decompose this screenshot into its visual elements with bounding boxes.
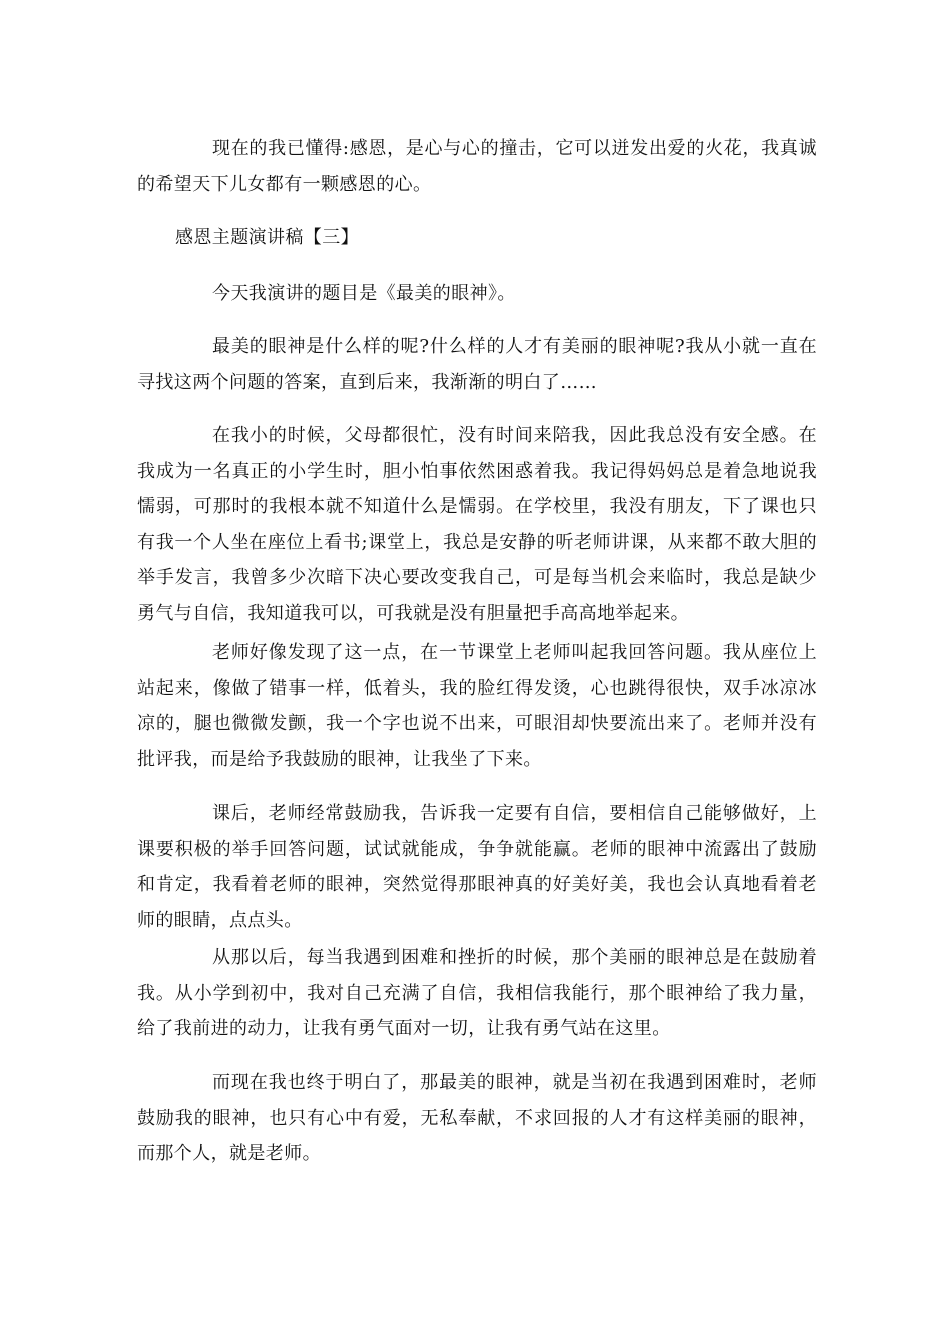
paragraph-after-class: 课后，老师经常鼓励我，告诉我一定要有自信，要相信自己能够做好，上课要积极的举手回答问题，试试就能成，争争就能赢。老师的眼神中流露出了鼓励和肯定，我看着老师的眼神，突然觉得那眼神真的好美好美，我也会认真地看着老师的眼睛，点点头。	[137, 803, 817, 931]
paragraph-childhood: 在我小的时候，父母都很忙，没有时间来陪我，因此我总没有安全感。在我成为一名真正的小学生时，胆小怕事依然困惑着我。我记得妈妈总是着急地说我懦弱，可那时的我根本就不知道什么是懦弱。在学校里，我没有朋友，下了课也只有我一个人坐在座位上看书;课堂上，我总是安静的听老师讲课，从来都不敢大胆的举手发言，我曾多少次暗下决心要改变我自己，可是每当机会来临时，我总是缺少勇气与自信，我知道我可以，可我就是没有胆量把手高高地举起来。	[137, 425, 817, 624]
paragraph-conclusion: 而现在我也终于明白了，那最美的眼神，就是当初在我遇到困难时，老师鼓励我的眼神，也只有心中有爱，无私奉献，不求回报的人才有这样美丽的眼神，而那个人，就是老师。	[137, 1072, 817, 1164]
paragraph-speech-title: 今天我演讲的题目是《最美的眼神》。	[212, 283, 516, 304]
paragraph-question: 最美的眼神是什么样的呢?什么样的人才有美丽的眼神呢?我从小就一直在寻找这两个问题的答案，直到后来，我渐渐的明白了……	[137, 336, 817, 393]
paragraph-teacher-noticed: 老师好像发现了这一点，在一节课堂上老师叫起我回答问题。我从座位上站起来，像做了错事一样，低着头，我的脸红得发烫，心也跳得很快，双手冰凉冰凉的，腿也微微发颤，我一个字也说不出来，可眼泪却快要流出来了。老师并没有批评我，而是给予我鼓励的眼神，让我坐了下来。	[137, 642, 817, 770]
intro-paragraph: 现在的我已懂得:感恩，是心与心的撞击，它可以迸发出爱的火花，我真诚的希望天下儿女都有一颗感恩的心。	[137, 138, 817, 195]
section-heading: 感恩主题演讲稿【三】	[175, 227, 359, 248]
paragraph-since-then: 从那以后，每当我遇到困难和挫折的时候，那个美丽的眼神总是在鼓励着我。从小学到初中，我对自己充满了自信，我相信我能行，那个眼神给了我力量，给了我前进的动力，让我有勇气面对一切，让我有勇气站在这里。	[137, 947, 817, 1039]
